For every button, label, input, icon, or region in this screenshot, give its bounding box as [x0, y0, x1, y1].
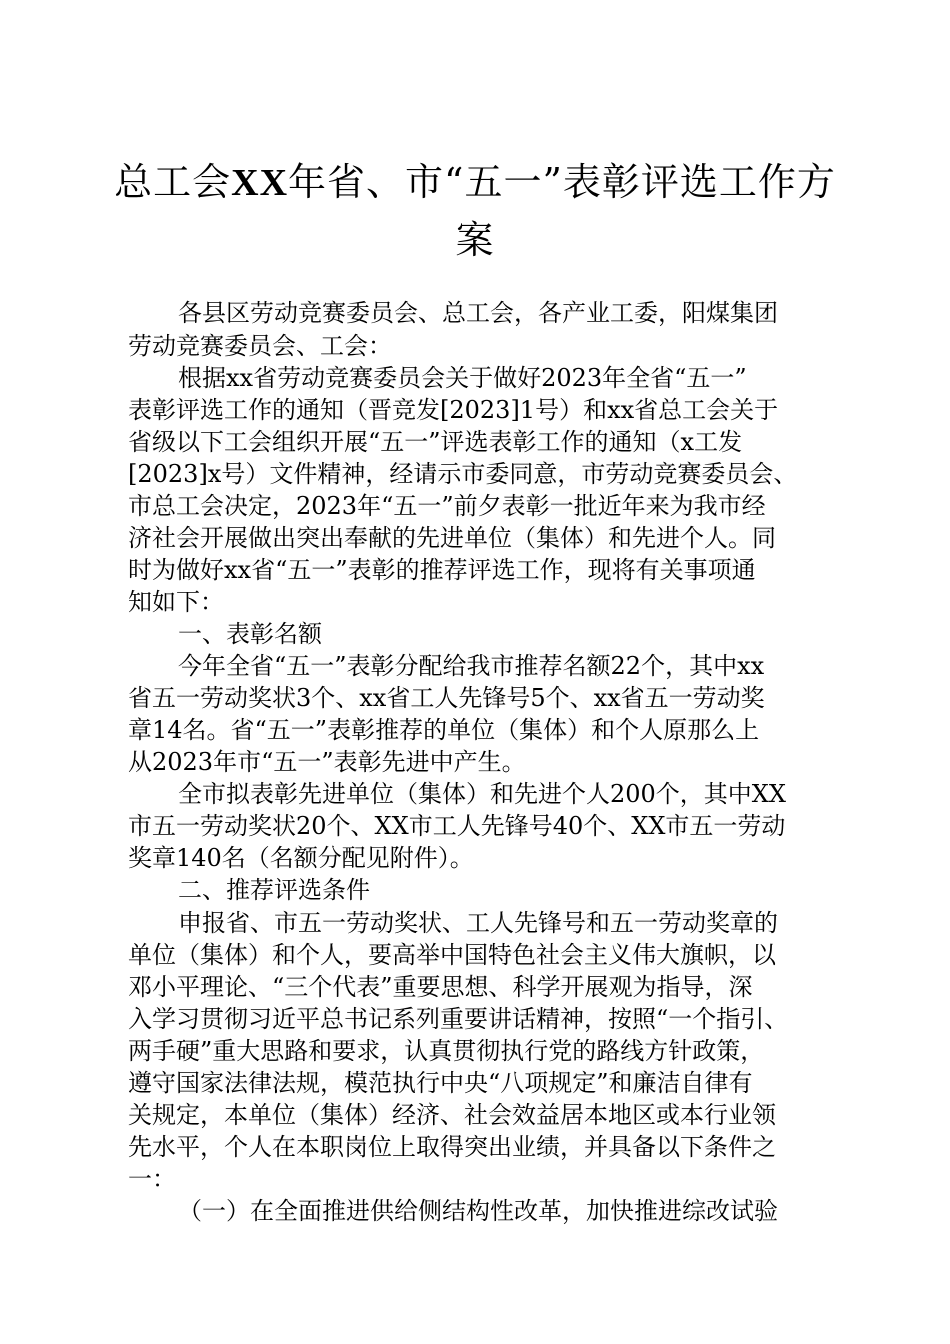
title-year-placeholder: XX	[231, 162, 289, 204]
body-paragraph-line: 时为做好xx省“五一”表彰的推荐评选工作，现将有关事项通	[128, 556, 756, 584]
addressee-line-1: 各县区劳动竞赛委员会、总工会，各产业工委，阳煤集团	[178, 299, 778, 327]
body-paragraph-line: 知如下：	[128, 588, 224, 616]
document-title	[100, 154, 850, 211]
body-paragraph-line: 单位（集体）和个人，要高举中国特色社会主义伟大旗帜，以	[128, 941, 776, 969]
body-paragraph-line: 一：	[128, 1165, 176, 1193]
section-heading-1: 一、表彰名额	[178, 620, 322, 648]
body-paragraph-line: 从2023年市“五一”表彰先进中产生。	[128, 748, 526, 776]
body-paragraph-line: 邓小平理论、“三个代表”重要思想、科学开展观为指导，深	[128, 973, 753, 1001]
body-paragraph-line: 表彰评选工作的通知（晋竞发[2023]1号）和xx省总工会关于	[128, 396, 779, 424]
body-paragraph-line: 省五一劳动奖状3个、xx省工人先锋号5个、xx省五一劳动奖	[128, 684, 765, 712]
body-paragraph-line: 关规定，本单位（集体）经济、社会效益居本地区或本行业领	[128, 1101, 776, 1129]
title-suffix: 年省、市“五一”表彰评选工作方	[288, 160, 836, 204]
body-paragraph-line: 市总工会决定，2023年“五一”前夕表彰一批近年来为我市经	[128, 492, 766, 520]
body-paragraph-line: 先水平，个人在本职岗位上取得突出业绩，并具备以下条件之	[128, 1133, 776, 1161]
body-paragraph-line: [2023]x号）文件精神，经请示市委同意，市劳动竞赛委员会、	[128, 460, 798, 488]
body-paragraph-line: 省级以下工会组织开展“五一”评选表彰工作的通知（x工发	[128, 428, 743, 456]
body-paragraph-line: 两手硬”重大思路和要求，认真贯彻执行党的路线方针政策，	[128, 1037, 765, 1065]
body-paragraph-line: 市五一劳动奖状20个、XX市工人先锋号40个、XX市五一劳动	[128, 812, 786, 840]
body-paragraph-line: 遵守国家法律法规，模范执行中央“八项规定”和廉洁自律有	[128, 1069, 753, 1097]
body-paragraph-line: 章14名。省“五一”表彰推荐的单位（集体）和个人原那么上	[128, 716, 760, 744]
body-paragraph-line: 今年全省“五一”表彰分配给我市推荐名额22个，其中xx	[178, 652, 765, 680]
title-prefix: 总工会	[114, 160, 232, 204]
document-title-line-2: 案	[455, 218, 495, 262]
addressee-line-2: 劳动竞赛委员会、工会：	[128, 332, 392, 360]
subsection-item-1: （一）在全面推进供给侧结构性改革，加快推进综改试验	[178, 1197, 778, 1225]
body-paragraph-line: 全市拟表彰先进单位（集体）和先进个人200个，其中XX	[178, 780, 786, 808]
body-paragraph-line: 济社会开展做出突出奉献的先进单位（集体）和先进个人。同	[128, 524, 776, 552]
section-heading-2: 二、推荐评选条件	[178, 876, 370, 904]
body-paragraph-line: 根据xx省劳动竞赛委员会关于做好2023年全省“五一”	[178, 364, 747, 392]
body-paragraph-line: 奖章140名（名额分配见附件）。	[128, 844, 474, 872]
body-paragraph-line: 入学习贯彻习近平总书记系列重要讲话精神，按照“一个指引、	[128, 1005, 789, 1033]
body-paragraph-line: 申报省、市五一劳动奖状、工人先锋号和五一劳动奖章的	[178, 909, 778, 937]
